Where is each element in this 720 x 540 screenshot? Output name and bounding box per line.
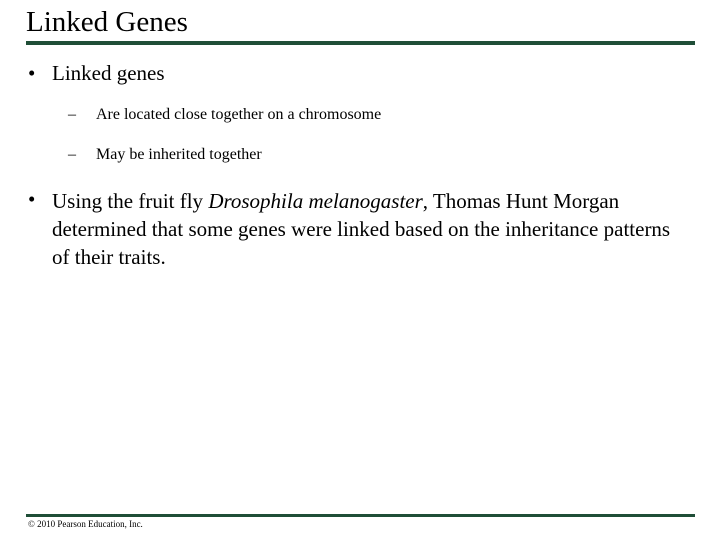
slide-title: Linked Genes [26, 6, 188, 38]
paragraph-text-end: , Thomas Hunt Morgan determined that some genes were linked based on the inheritance patterns of their traits. [52, 189, 671, 269]
bullet-marker: • [28, 187, 36, 211]
subbullet-text: May be inherited together [96, 146, 262, 163]
bullet-text: Linked genes [52, 61, 165, 85]
species-name: Drosophila melanogaster [208, 189, 423, 213]
title-divider [26, 41, 695, 45]
bullet-marker: • [28, 61, 36, 85]
subbullet-marker: – [68, 146, 76, 163]
paragraph-text-start: Using the fruit fly [52, 189, 209, 213]
bullet-paragraph [52, 187, 672, 271]
subbullet-text: Are located close together on a chromosome [96, 106, 382, 123]
copyright-notice: © 2010 Pearson Education, Inc. [28, 519, 143, 529]
footer-divider [26, 514, 695, 517]
subbullet-marker: – [68, 106, 76, 123]
